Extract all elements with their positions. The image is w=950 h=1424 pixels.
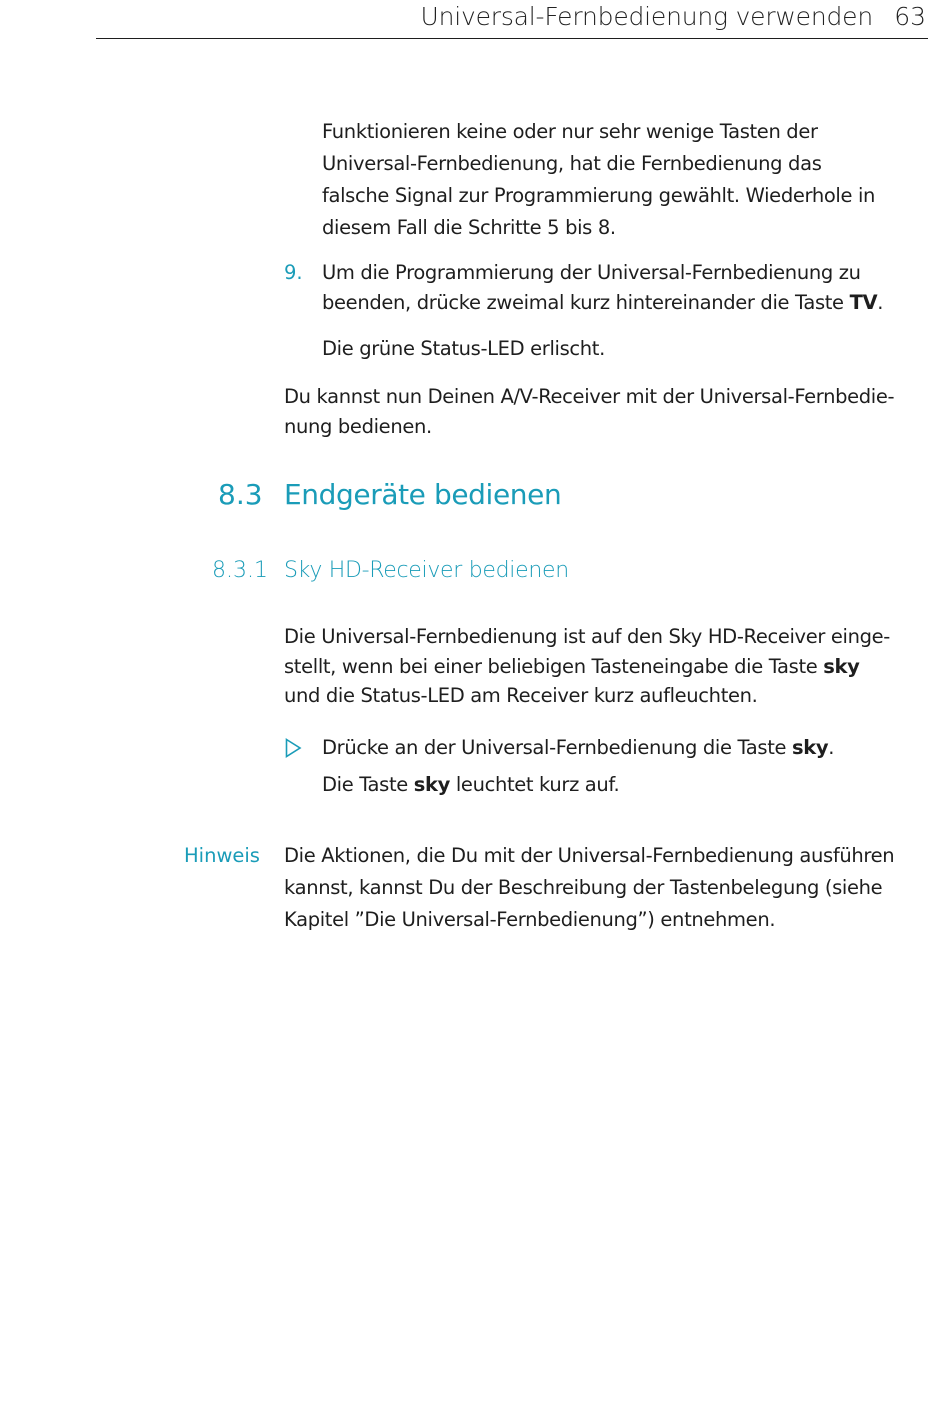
summary-paragraph: [284, 382, 894, 441]
step8-line: Universal-Fernbedienung, hat die Fernbedienung das: [322, 152, 822, 175]
key-sky: sky: [823, 654, 860, 678]
step9-line-end: .: [877, 290, 884, 314]
section-title: Endgeräte bedienen: [284, 478, 562, 511]
step8-continuation: [322, 116, 875, 244]
step9-line-text: beenden, drücke zweimal kurz hintereinander die Taste: [322, 290, 850, 314]
header-title: Universal-Fernbedienung verwenden: [420, 2, 873, 31]
note-label: Hinweis: [184, 844, 260, 867]
action-result-suffix: leuchtet kurz auf.: [450, 773, 620, 796]
subsection-title: Sky HD-Receiver bedienen: [284, 558, 569, 583]
step8-line: falsche Signal zur Programmierung gewählt. Wiederhole in: [322, 184, 876, 207]
summary-line: nung bedienen.: [284, 414, 432, 438]
step9-number: 9.: [284, 261, 303, 284]
intro-line: und die Status-LED am Receiver kurz aufleuchten.: [284, 684, 758, 707]
key-tv: TV: [849, 290, 878, 314]
page-number: 63: [894, 2, 926, 31]
note-line: kannst, kannst Du der Beschreibung der Tastenbelegung (siehe: [284, 876, 883, 899]
intro-line: Die Universal-Fernbedienung ist auf den Sky HD-Receiver einge-: [284, 625, 890, 648]
step9-line: Um die Programmierung der Universal-Fernbedienung zu: [322, 261, 861, 284]
action-result-prefix: Die Taste: [322, 773, 414, 796]
step9-line: [322, 288, 883, 318]
step8-line: Funktionieren keine oder nur sehr wenige Tasten der: [322, 120, 818, 143]
intro-paragraph: [284, 622, 890, 711]
action-instruction: [322, 733, 834, 763]
step9-text: [322, 258, 883, 317]
subsection-number: 8.3.1: [212, 558, 268, 583]
note-line: Die Aktionen, die Du mit der Universal-Fernbedienung ausführen: [284, 844, 895, 867]
key-sky: sky: [792, 736, 829, 759]
action-result: [322, 770, 619, 800]
note-line: Kapitel ”Die Universal-Fernbedienung”) entnehmen.: [284, 908, 776, 931]
triangle-right-outline-icon: [285, 738, 302, 758]
intro-line-text: stellt, wenn bei einer beliebigen Tasteneingabe die Taste: [284, 654, 824, 678]
action-text: Drücke an der Universal-Fernbedienung die Taste: [322, 736, 792, 759]
intro-line: [284, 652, 890, 682]
note-text: [284, 840, 894, 936]
header-divider: [96, 38, 928, 39]
summary-line: Du kannst nun Deinen A/V-Receiver mit der Universal-Fernbedie-: [284, 385, 895, 408]
section-number: 8.3: [218, 478, 263, 511]
step8-line: diesem Fall die Schritte 5 bis 8.: [322, 216, 616, 239]
action-end: .: [828, 736, 835, 759]
step9-result: Die grüne Status-LED erlischt.: [322, 337, 605, 360]
key-sky: sky: [413, 773, 451, 796]
